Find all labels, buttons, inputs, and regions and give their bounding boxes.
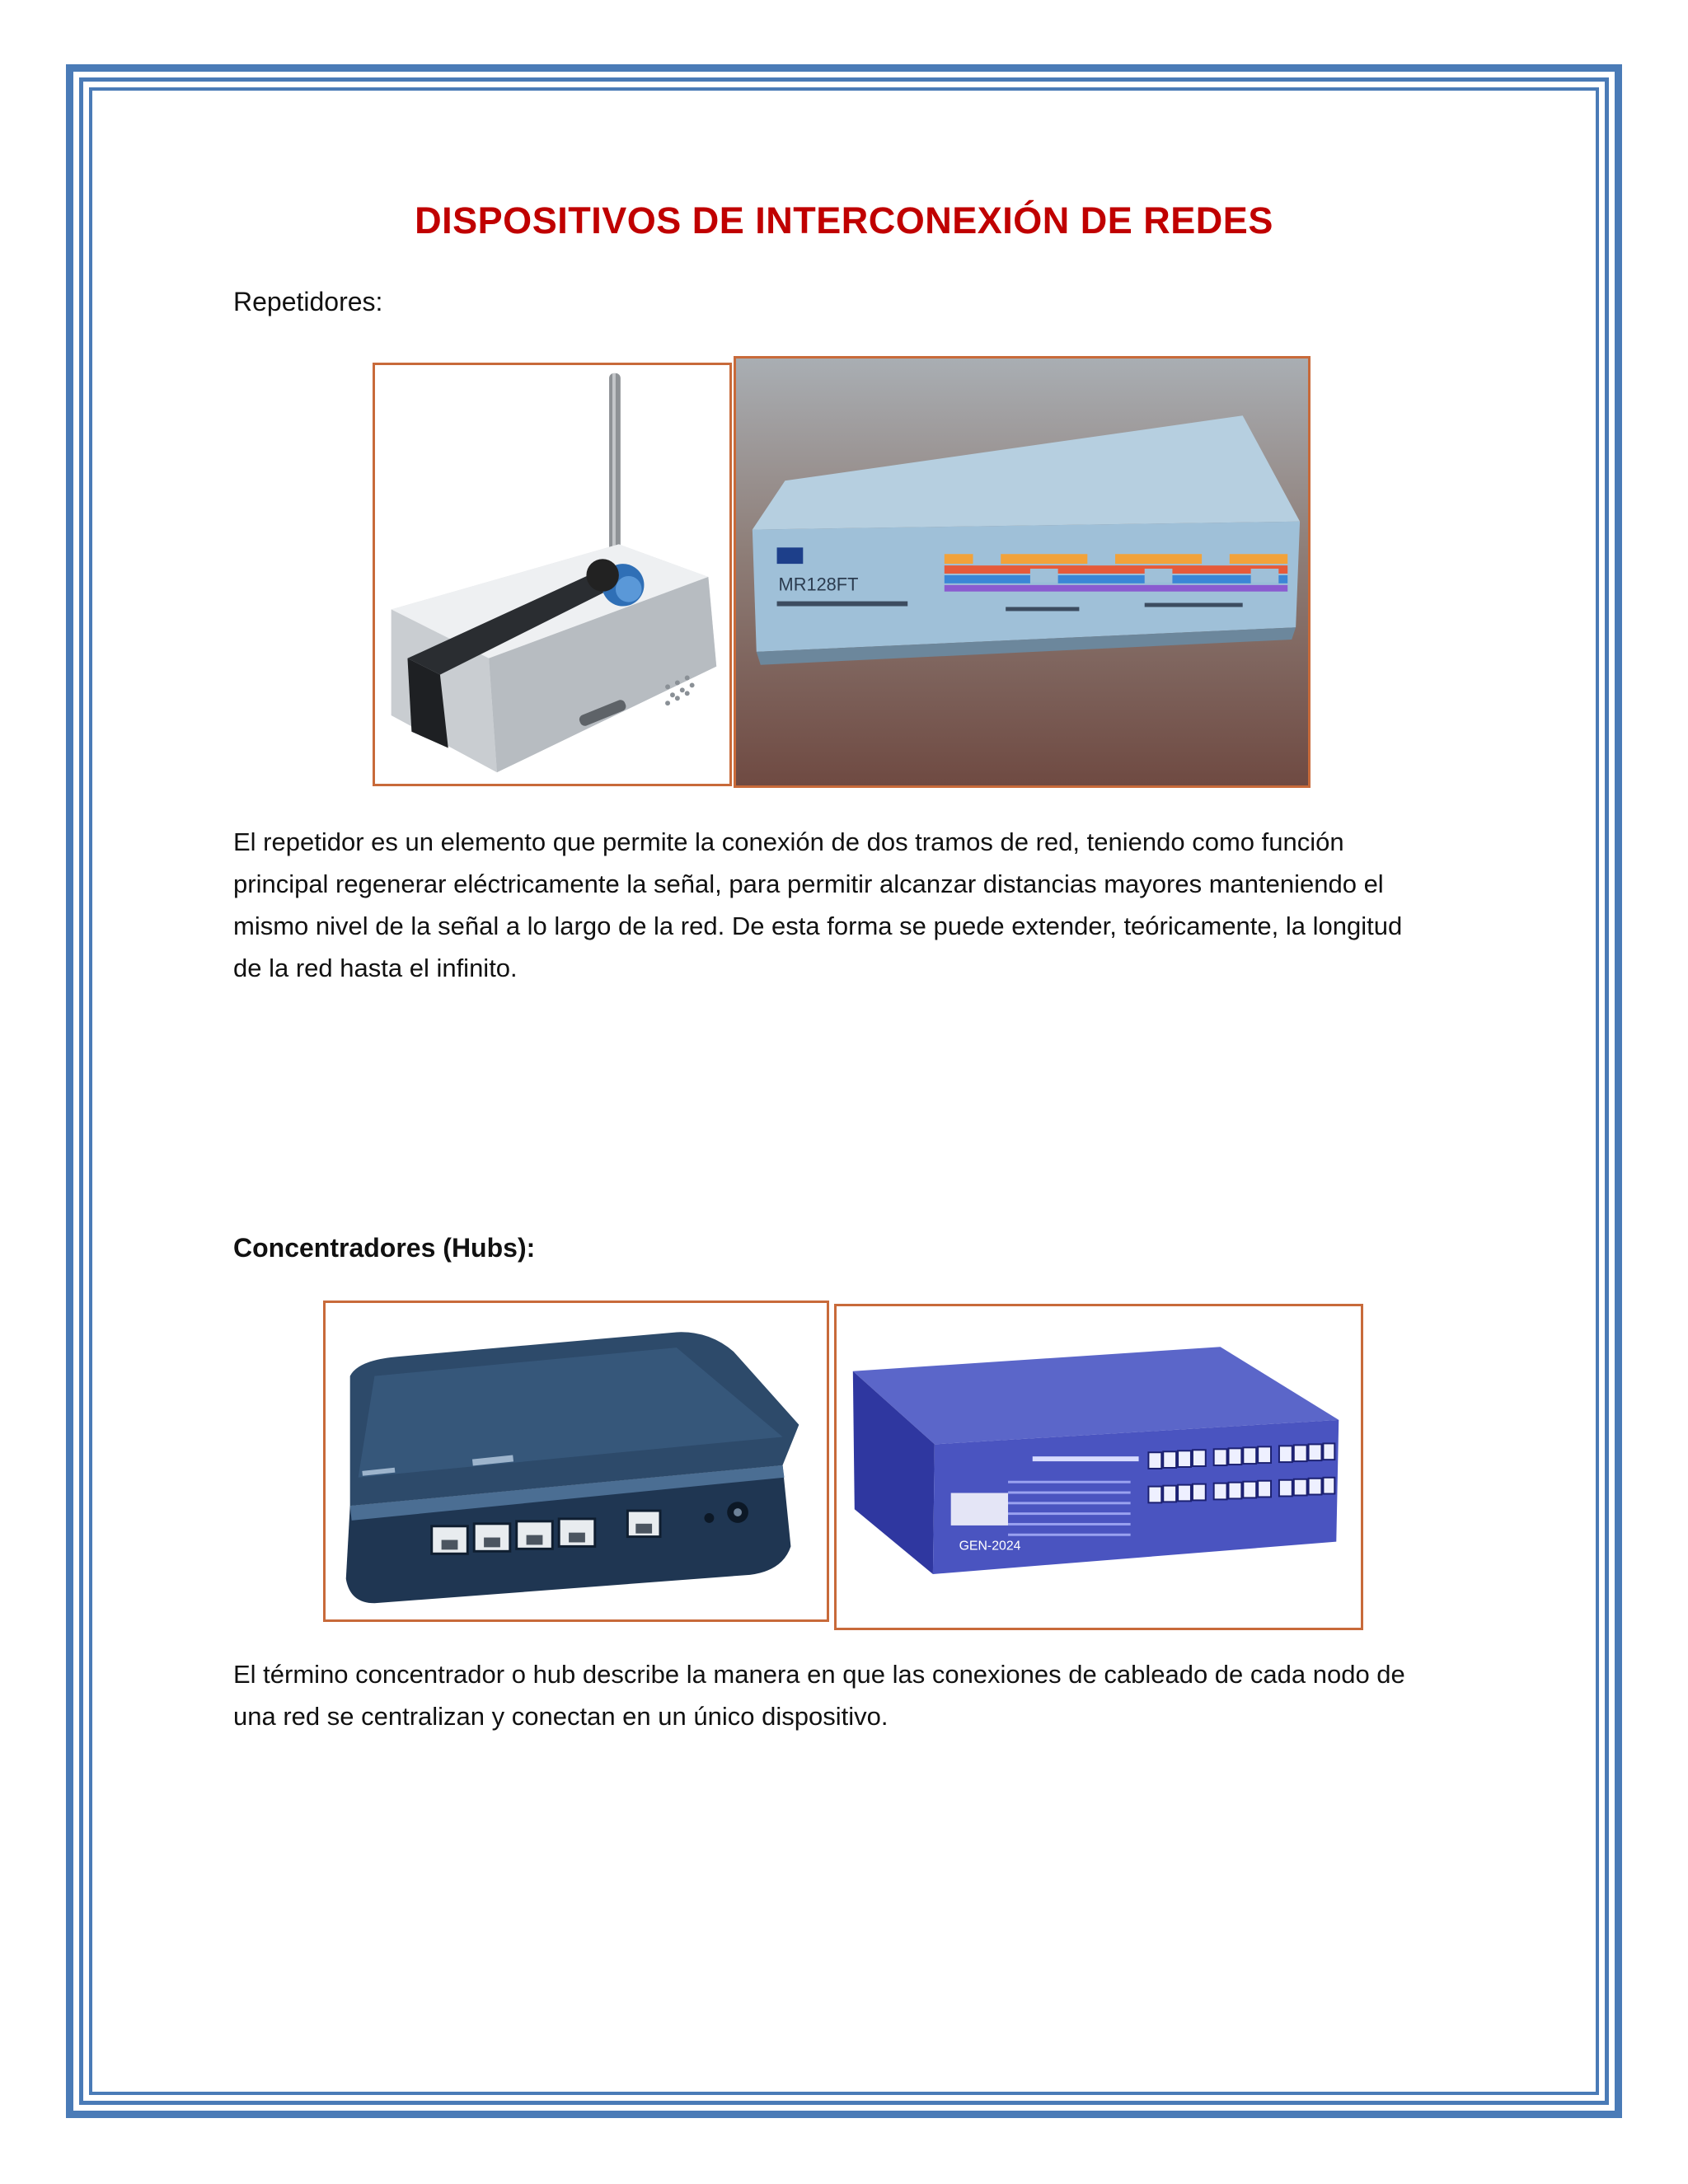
image-24-port-switch <box>834 1304 1363 1630</box>
paragraph-repetidores: El repetidor es un elemento que permite la conexión de dos tramos de red, teniendo como función principal regenerar eléctricamente la señal, para permitir alcanzar distancias mayores manteniendo el mismo nivel de la señal a lo largo de la red. De esta forma se puede extender, teóricamente, la longitud de la red hasta el infinito. <box>233 827 1403 982</box>
rack-repeater-illustration <box>736 359 1308 785</box>
device-label-gen2024: GEN-2024 <box>959 1539 1021 1554</box>
wireless-repeater-illustration <box>375 365 729 784</box>
paragraph-concentradores: El término concentrador o hub describe la manera en que las conexiones de cableado de cada nodo de una red se centralizan y conectan en un único dispositivo. <box>233 1660 1405 1731</box>
24-port-switch-illustration <box>837 1306 1361 1628</box>
device-label-mr128ft: MR128FT <box>778 574 859 595</box>
four-port-hub-illustration <box>326 1303 827 1619</box>
section-heading-repetidores: Repetidores: <box>233 287 383 316</box>
image-rack-repeater <box>734 356 1311 788</box>
page-title: DISPOSITIVOS DE INTERCONEXIÓN DE REDES <box>415 199 1273 241</box>
section-heading-concentradores: Concentradores (Hubs): <box>233 1233 536 1263</box>
image-4-port-hub <box>323 1301 829 1622</box>
image-wireless-repeater <box>373 363 732 786</box>
